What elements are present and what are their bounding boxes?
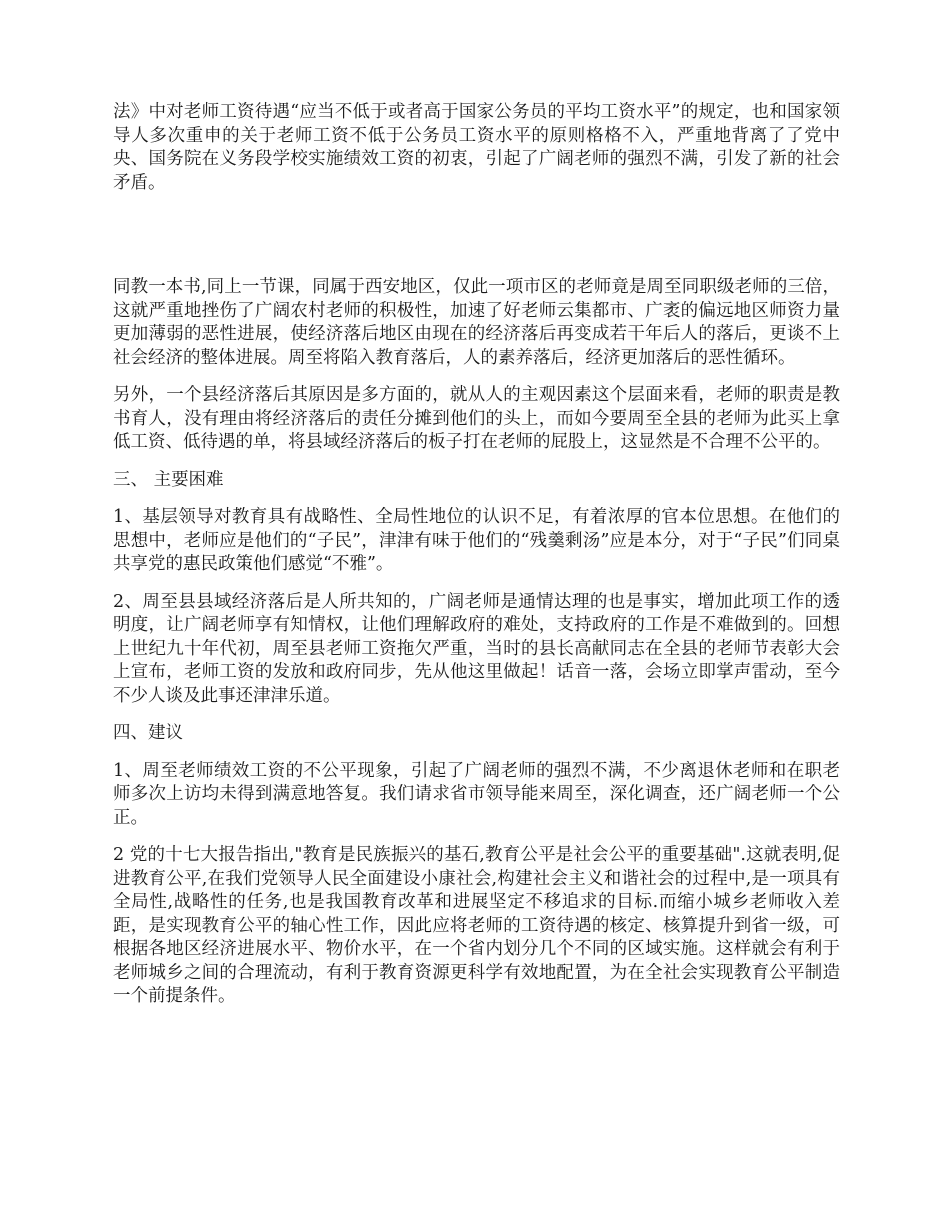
- paragraph-suggestion-1: 1、周至老师绩效工资的不公平现象，引起了广阔老师的强烈不满，不少离退休老师和在职老师多次上访均未得到满意地答复。我们请求省市领导能来周至，深化调查，还广阔老师一个公正。: [113, 760, 840, 828]
- paragraph-salary-comparison: 同教一本书,同上一节课，同属于西安地区，仅此一项市区的老师竟是周至同职级老师的三倍，这就严重地挫伤了广阔农村老师的积极性，加速了好老师云集都市、广袤的偏远地区师资力量更加薄弱的恶性进展，使经济落后地区由现在的经济落后再变成若干年后人的落后，更谈不上社会经济的整体进展。周至将陷入教育落后，人的素养落后，经济更加落后的恶性循环。: [113, 277, 840, 368]
- paragraph-difficulty-1: 1、基层领导对教育具有战略性、全局性地位的认识不足，有着浓厚的官本位思想。在他们的思想中，老师应是他们的“子民”，津津有味于他们的“残羹剩汤”应是本分，对于“子民”们同桌共享党的惠民政策他们感觉“不雅”。: [113, 507, 840, 574]
- section-heading-main-difficulties: 三、 主要困难: [113, 469, 224, 490]
- section-heading-suggestions: 四、建议: [113, 723, 183, 743]
- paragraph-intro-continuation: 法》中对老师工资待遇“应当不低于或者高于国家公务员的平均工资水平”的规定，也和国家领导人多次重申的关于老师工资不低于公务员工资水平的原则格格不入，严重地背离了了党中央、国务院在义务段学校实施绩效工资的初衷，引起了广阔老师的强烈不满，引发了新的社会矛盾。: [113, 102, 840, 193]
- document-page: [113, 101, 840, 1023]
- paragraph-suggestion-2: 2 党的十七大报告指出,"教育是民族振兴的基石,教育公平是社会公平的重要基础".这就表明,促进教育公平,在我们党领导人民全面建设小康社会,构建社会主义和谐社会的过程中,是一项具有全局性,战略性的任务,也是我国教育改革和进展坚定不移追求的目标.而缩小城乡老师收入差距，是实现教育公平的轴心性工作，因此应将老师的工资待遇的核定、核算提升到省一级，可根据各地区经济进展水平、物价水平，在一个省内划分几个不同的区域实施。这样就会有利于老师城乡之间的合理流动，有利于教育资源更科学有效地配置，为在全社会实现教育公平制造一个前提条件。: [113, 845, 840, 1006]
- paragraph-difficulty-2: 2、周至县县域经济落后是人所共知的，广阔老师是通情达理的也是事实，增加此项工作的透明度，让广阔老师享有知情权，让他们理解政府的难处，支持政府的工作是不难做到的。回想上世纪九十年代初，周至县老师工资拖欠严重，当时的县长高献同志在全县的老师节表彰大会上宣布，老师工资的发放和政府同步，先从他这里做起！话音一落，会场立即掌声雷动，至今不少人谈及此事还津津乐道。: [113, 591, 840, 706]
- blank-gap: [113, 209, 840, 276]
- paragraph-economic-reasons: 另外，一个县经济落后其原因是多方面的，就从人的主观因素这个层面来看，老师的职责是教书育人，没有理由将经济落后的责任分摊到他们的头上，而如今要周至全县的老师为此买上拿低工资、低待遇的单，将县域经济落后的板子打在老师的屁股上，这显然是不合理不公平的。: [113, 385, 840, 452]
